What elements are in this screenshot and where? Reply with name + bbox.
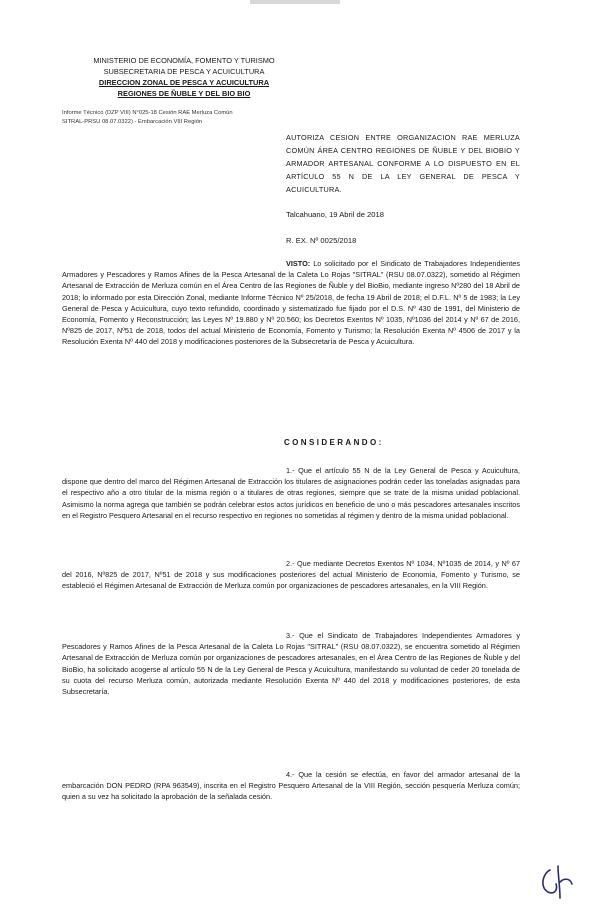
item-2-text: 2.- Que mediante Decretos Exentos Nº 1034, Nº1035 de 2014, y Nº 67 del 2016, Nº825 de 2017, Nº51 de 2018 y sus modificaciones posteriores del actual Ministerio de Economía, Fomento y Turismo, se estableció el Régimen Artesanal de Extracción de Merluza común por organizaciones de pescadores artesanales, en la VIII Región. xyxy=(62,559,520,591)
subsecretaria-line: SUBSECRETARIA DE PESCA Y ACUICULTURA xyxy=(103,67,265,76)
visto-paragraph xyxy=(62,258,520,348)
considerando-heading: CONSIDERANDO: xyxy=(284,438,384,447)
considerando-item-4 xyxy=(62,769,520,803)
visto-label: VISTO: xyxy=(286,259,311,268)
document-date: Talcahuano, 19 Abril de 2018 xyxy=(286,210,384,219)
signature-initials xyxy=(536,860,582,900)
visto-text: Lo solicitado por el Sindicato de Trabajadores Independientes Armadores y Pescadores y Ramos Afines de la Pesca Artesanal de la Caleta Lo Rojas "SITRAL" (RSU 08.07.0322), sometido al Régimen Artesanal de Extracción de Merluza común en el Área Centro de las Regiones de Ñuble y del BioBio, mediante ingreso Nº280 del 18 Abril de 2018; lo informado por esta Dirección Zonal, mediante Informe Técnico Nº 25/2018, de fecha 19 Abril de 2018; el D.F.L. Nº 5 de 1983; la Ley General de Pesca y Acuicultura, cuyo texto refundido, coordinado y sistematizado fue fijado por el D.S. Nº 430 de 1991, del Ministerio de Economía, Fomento y Reconstrucción; las Leyes Nº 19.880 y Nº 20.560; los Decretos Exentos Nº 1035, Nº1036 del 2014 y Nº 67 de 2016, Nº825 de 2017, Nº51 de 2018, todos del actual Ministerio de Economía, Fomento y Turismo; la Resolución Exenta Nº 4506 de 2017 y la Resolución Exenta Nº 440 del 2018 y modificaciones posteriores de la Subsecretaría de Pesca y Acuicultura. xyxy=(62,259,520,347)
reference-line-2: SITRAL-PRSU 08.07.0322) - Embarcación VIII Región xyxy=(62,118,203,125)
item-3-text: 3.- Que el Sindicato de Trabajadores Independientes Armadores y Pescadores y Ramos Afines de la Pesca Artesanal de la Caleta Lo Rojas "SITRAL" (RSU 08.07.0322), se encuentra sometido al Régimen Artesanal de Extracción de Merluza común por organizaciones de pescadores artesanales, en el Área Centro de las Regiones de Ñuble y del BioBio, ha solicitado acogerse al artículo 55 N de la Ley General de Pesca y Acuicultura, manifestando su voluntad de ceder 20 tonelada de su cuota del recurso Merluza común, autorizada mediante Resolución Exenta Nº 440 del 2018 y modificaciones posteriores, de esta Subsecretaría. xyxy=(62,631,520,697)
regiones-line: REGIONES DE ÑUBLE Y DEL BIO BIO xyxy=(117,89,251,98)
reference-line-1: Informe Técnico (DZP VIII) N°025-18 Cesión RAE Merluza Común xyxy=(62,110,233,116)
considerando-item-1 xyxy=(62,465,520,521)
considerando-item-2 xyxy=(62,558,520,592)
considerando-item-3 xyxy=(62,630,520,697)
resolution-title: AUTORIZA CESION ENTRE ORGANIZACION RAE MERLUZA COMÚN ÁREA CENTRO REGIONES DE ÑUBLE Y DEL BIOBIO Y ARMADOR ARTESANAL CONFORME A LO DISPUESTO EN EL ARTÍCULO 55 N DE LA LEY GENERAL DE PESCA Y ACUICULTURA. xyxy=(286,133,520,194)
ministry-line: MINISTERIO DE ECONOMÍA, FOMENTO Y TURISMO xyxy=(93,56,275,65)
reference-block xyxy=(62,109,312,126)
scan-artifact xyxy=(250,0,340,4)
item-4-text: 4.- Que la cesión se efectúa, en favor del armador artesanal de la embarcación DON PEDRO (RPA 963549), inscrita en el Registro Pesquero Artesanal de la VIII Región, sección pesquería Merluza común; quien a su vez ha solicitado la aprobación de la señalada cesión. xyxy=(62,770,520,802)
direccion-line: DIRECCION ZONAL DE PESCA Y ACUICULTURA xyxy=(98,78,270,87)
item-1-text: 1.- Que el artículo 55 N de la Ley General de Pesca y Acuicultura, dispone que dentro del marco del Régimen Artesanal de Extracción los titulares de asignaciones podrán ceder las toneladas asignadas para el respectivo año a otro titular de la misma región o a titulares de otras regiones, siempre que se trate de la misma unidad poblacional. Asimismo la norma agrega que también se podrán celebrar estos actos jurídicos en beneficio de uno o más pescadores artesanales inscritos en el Registro Pesquero Artesanal en el recurso respectivo en regiones no sometidas al régimen y dentro de la misma unidad poblacional. xyxy=(62,466,520,520)
resolution-number: R. EX. Nº 0025/2018 xyxy=(286,236,357,245)
letterhead xyxy=(64,55,304,99)
